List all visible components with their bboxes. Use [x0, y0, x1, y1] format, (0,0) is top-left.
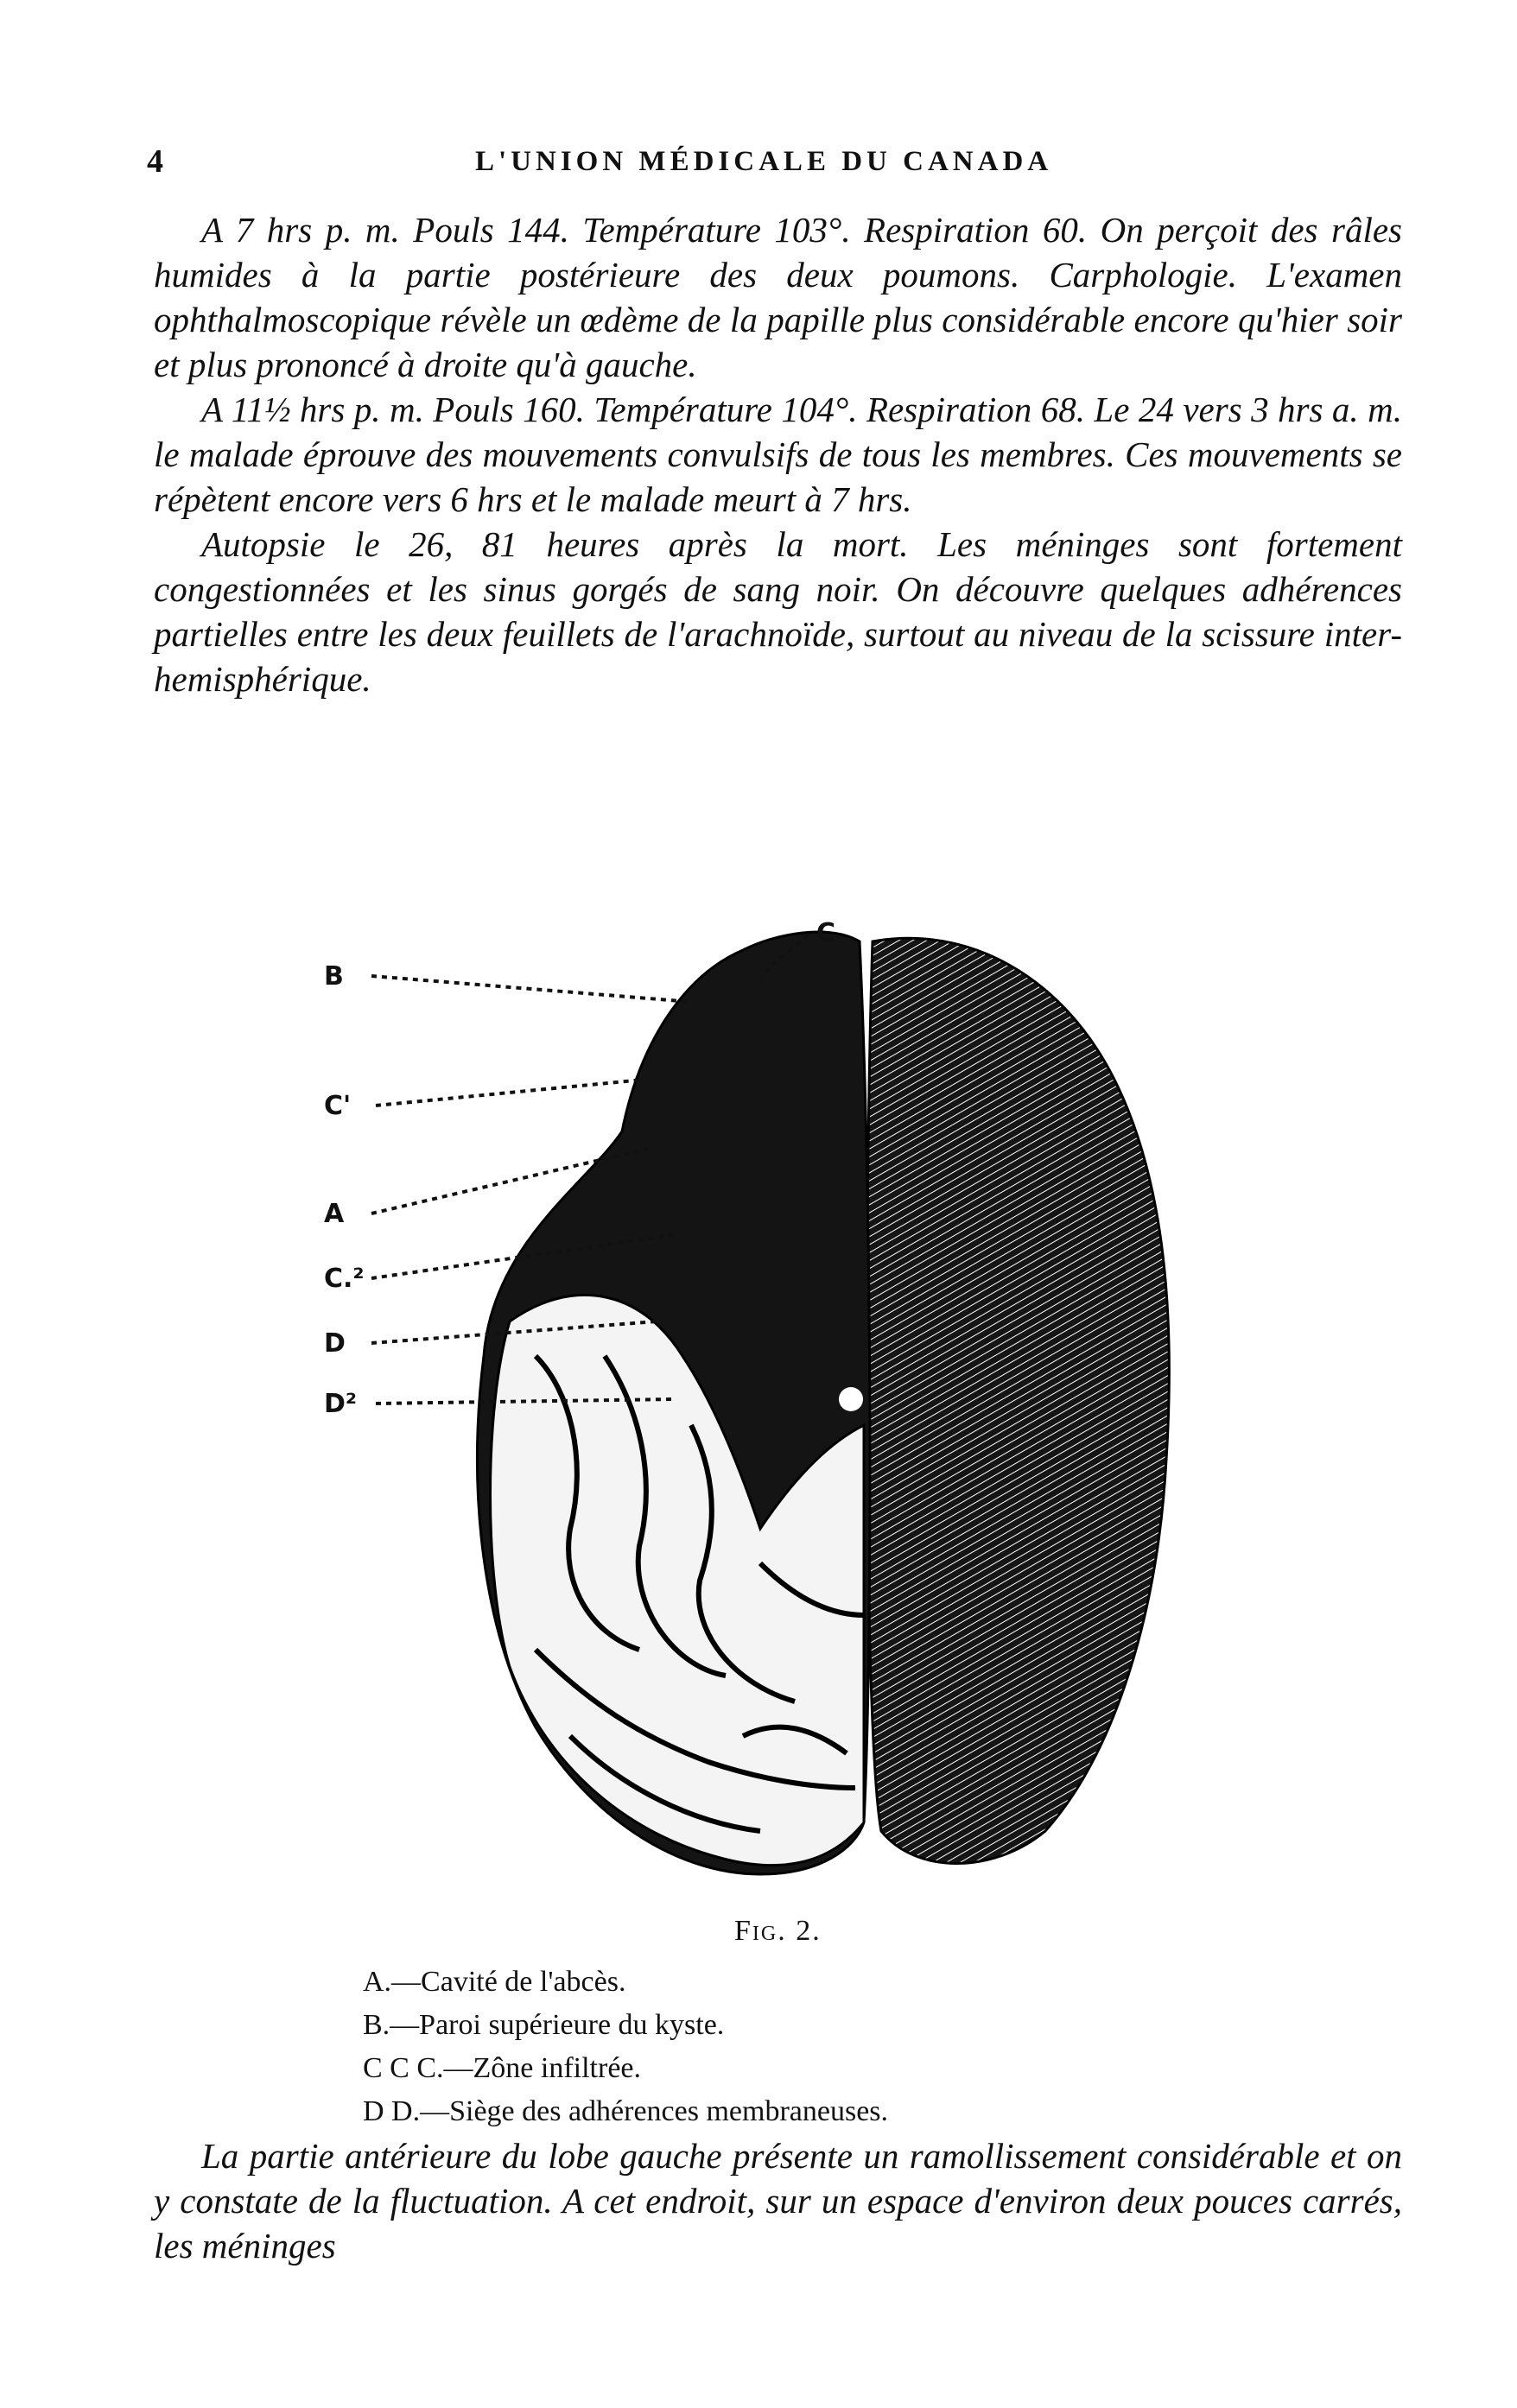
brain-figure — [311, 872, 1296, 1900]
legend-item: D D.—Siège des adhérences membraneuses. — [363, 2095, 889, 2127]
label-c-prime: C' — [324, 1091, 352, 1121]
label-d2: D² — [324, 1389, 358, 1419]
label-b: B — [324, 961, 344, 992]
body-text-top — [154, 207, 1402, 701]
running-head — [147, 143, 1400, 186]
right-hemisphere — [866, 938, 1169, 1863]
paragraph: A 7 hrs p. m. Pouls 144. Température 103°. Respiration 60. On perçoit des râles humides à la partie postérieure des deux poumons. Carphologie. L'examen ophthalmoscopique révèle un œdème de la papille plus considérable encore qu'hier soir et plus prononcé à droite qu'à gauche. — [154, 210, 1402, 384]
paragraph: La partie antérieure du lobe gauche présente un ramollissement considérable et on y constate de la fluctuation. A cet endroit, sur un espace d'environ deux pouces carrés, les méninges — [154, 2136, 1402, 2265]
label-d: D — [324, 1328, 346, 1359]
label-c2: C.² — [324, 1264, 365, 1294]
page-number: 4 — [147, 143, 163, 180]
legend-item: A.—Cavité de l'abcès. — [363, 1966, 626, 1998]
legend-item: B.—Paroi supérieure du kyste. — [363, 2009, 725, 2041]
brain-illustration — [311, 872, 1296, 1900]
label-c-top: C — [816, 918, 836, 948]
legend-item: C C C.—Zône infiltrée. — [363, 2052, 642, 2084]
label-a: A — [324, 1199, 345, 1229]
white-spot — [839, 1387, 863, 1411]
paragraph: Autopsie le 26, 81 heures après la mort. Les méninges sont fortement congestionnées et les sinus gorgés de sang noir. On découvre quelques adhérences partielles entre les deux feuillets de l'arachnoïde, surtout au niveau de la scissure inter-hemisphérique. — [154, 524, 1402, 699]
paragraph: A 11½ hrs p. m. Pouls 160. Température 104°. Respiration 68. Le 24 vers 3 hrs a. m. le malade éprouve des mouvements convulsifs de tous les membres. Ces mouvements se répètent encore vers 6 hrs et le malade meurt à 7 hrs. — [154, 390, 1402, 519]
figure-legend — [363, 1961, 888, 2133]
journal-title: L'UNION MÉDICALE DU CANADA — [475, 146, 1053, 177]
figure-caption: Fig. 2. — [734, 1915, 822, 1947]
body-text-bottom — [154, 2133, 1402, 2268]
